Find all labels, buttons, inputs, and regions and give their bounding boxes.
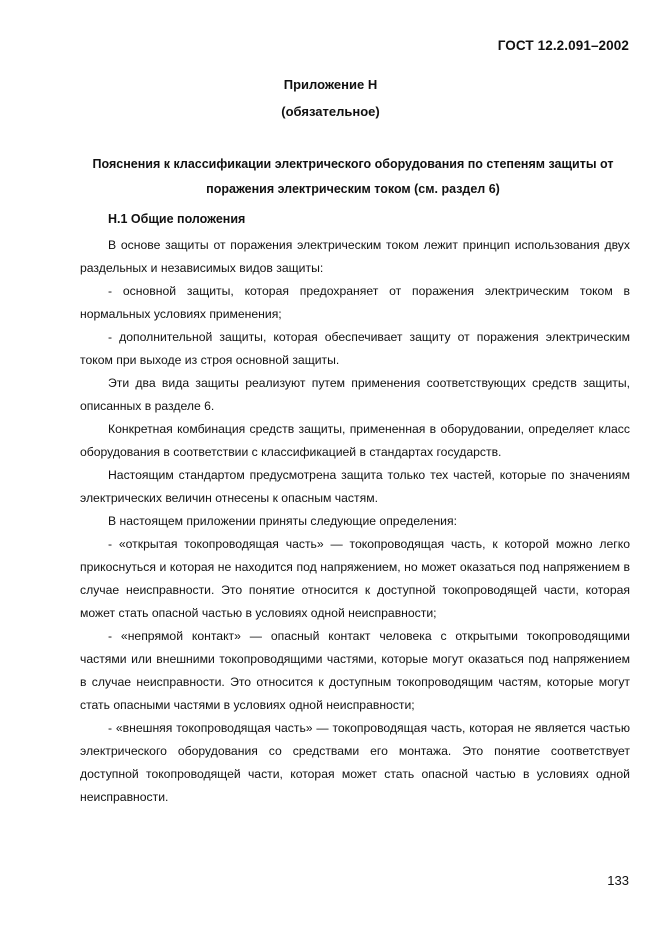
paragraph: Эти два вида защиты реализуют путем применения соответствующих средств защиты, описанных в разделе 6.	[80, 376, 630, 413]
section-title: Н.1 Общие положения	[108, 212, 246, 226]
paragraph: В основе защиты от поражения электрическим током лежит принцип использования двух раздельных и независимых видов защиты:	[80, 238, 630, 275]
appendix-heading: Пояснения к классификации электрического оборудования по степеням защиты от поражения электрическим током (см. раздел 6)	[92, 157, 614, 196]
section-body	[80, 234, 630, 809]
appendix-status: (обязательное)	[281, 104, 380, 119]
page-number: 133	[607, 873, 629, 888]
paragraph: Конкретная комбинация средств защиты, примененная в оборудовании, определяет класс оборудования в соответствии с классификацией в стандартах государств.	[80, 422, 630, 459]
paragraph: - «внешняя токопроводящая часть» — токопроводящая часть, которая не является частью электрического оборудования со средствами его монтажа. Это понятие соответствует доступной токопроводящей части, которая может стать опасной частью в условиях одной неисправности.	[80, 721, 630, 804]
standard-number: ГОСТ 12.2.091–2002	[497, 38, 629, 53]
paragraph: Настоящим стандартом предусмотрена защита только тех частей, которые по значениям электрических величин отнесены к опасным частям.	[80, 468, 630, 505]
paragraph: - основной защиты, которая предохраняет от поражения электрическим током в нормальных условиях применения;	[80, 284, 630, 321]
appendix-title: Приложение Н	[283, 77, 378, 92]
paragraph: - дополнительной защиты, которая обеспечивает защиту от поражения электрическим током при выходе из строя основной защиты.	[80, 330, 630, 367]
paragraph: В настоящем приложении приняты следующие определения:	[108, 514, 457, 528]
paragraph: - «непрямой контакт» — опасный контакт человека с открытыми токопроводящими частями или внешними токопроводящими частями, которые могут оказаться под напряжением в случае неисправности. Это относится к доступным токопроводящим частям, которые могут стать опасными частями в условиях одной неисправности;	[80, 629, 630, 712]
paragraph: - «открытая токопроводящая часть» — токопроводящая часть, к которой можно легко прикоснуться и которая не находится под напряжением, но может оказаться под напряжением в случае неисправности. Это понятие относится к доступной токопроводящей части, которая может стать опасной частью в условиях одной неисправности;	[80, 537, 630, 620]
